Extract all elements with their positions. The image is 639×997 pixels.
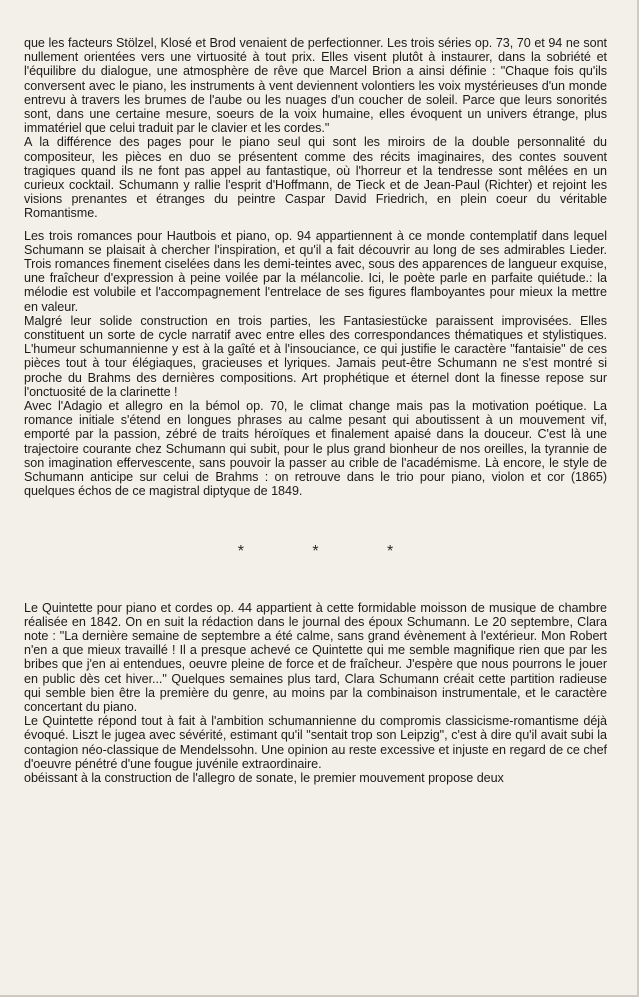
paragraph-adagio-allegro-op70: Avec l'Adagio et allegro en la bémol op. 70, le climat change mais pas la motivation poétique. La romance initiale s'étend en longues phrases au calme pesant qui aboutissent à un mouvement vif, emporté par la passion, zébré de traits héroïques et finalement apaisé dans la douceur. C'est là une trajectoire courante chez Schumann qui subit, pour le plus grand bionheur de nos oreilles, la tyrannie de son imagination effervescente, sans pouvoir la passer au crible de l'académisme. Là encore, le style de Schumann anticipe sur celui de Brahms : on retrouve dans le trio pour piano, violon et cor (1865) quelques échos de ce magistral diptyque de 1849.	[24, 399, 607, 499]
section-works	[24, 229, 607, 499]
paragraph-first-movement: obéissant à la construction de l'allegro de sonate, le premier mouvement propose deux	[24, 770, 504, 785]
section-wind-duos	[24, 36, 607, 221]
paragraph-duo-pieces: A la différence des pages pour le piano seul qui sont les miroirs de la double personnalité du compositeur, les pièces en duo se présentent comme des récits imaginaires, des contes souvent tragiques quand ils ne font pas appel au fantastique, où l'horreur et la tendresse sont mêlées en un curieux cocktail. Schumann y rallie l'esprit d'Hoffmann, de Tieck et de Jean-Paul (Richter) et rejoint les visions prenantes et étranges du peintre Caspar David Friedrich, en plein coeur du véritable Romantisme.	[24, 135, 607, 221]
section-separator: * * *	[237, 542, 426, 560]
paragraph-quintet-op44: Le Quintette pour piano et cordes op. 44 appartient à cette formidable moisson de musique de chambre réalisée en 1842. On en suit la rédaction dans le journal des époux Schumann. Le 20 septembre, Clara note : "La dernière semaine de septembre a été calme, sans grand évènement à l'extérieur. Mon Robert n'en a que mieux travaillé ! Il a presque achevé ce Quintette qui me semble magnifique rien que par les bribes que j'en ai entendues, oeuvre pleine de force et de fraîcheur. J'espère que nous pourrons le jouer en public dès cet hiver..." Quelques semaines plus tard, Clara Schumann créait cette partition radieuse qui semble bien être la première du genre, au moins par la combinaison instrumentale, et le caractère concertant du piano.	[24, 600, 607, 714]
paragraph-fantasiestucke: Malgré leur solide construction en trois parties, les Fantasiestücke paraissent improvisées. Elles constituent un sorte de cycle narratif avec entre elles des correspondances thématiques et stylistiques. L'humeur schumannienne y est à la gaîté et à l'insouciance, ce qui justifie le caractère "fantaisie" de ces pièces tout à tour élégiaques, gracieuses et lyriques. Jamais peut-être Schumann ne s'est montré si proche du Brahms des dernières compositions. Art prophétique et éternel dont la finesse repose sur l'onctuosité de la clarinette !	[24, 313, 607, 399]
paragraph-romances-op94: Les trois romances pour Hautbois et piano, op. 94 appartiennent à ce monde contemplatif dans lequel Schumann se plaisait à chercher l'inspiration, et qu'il a fait découvrir au long de ses admirables Lieder. Trois romances finement ciselées dans les demi-teintes avec, sous des apparences de langueur exquise, une fraîcheur d'expression à peine voilée par la mélancolie. Ici, le poète parle en parfaite quiétude.: la mélodie est volubile et l'accompagnement l'entrelace de ses figures flamboyantes pour mieux la mettre en valeur.	[24, 228, 607, 314]
paragraph-wind-instruments: que les facteurs Stölzel, Klosé et Brod venaient de perfectionner. Les trois séries op. 73, 70 et 94 ne sont nullement orientées vers une virtuosité à tout prix. Elles visent plutôt à instaurer, dans la sobriété et l'équilibre du dialogue, une atmosphère de rêve que Marcel Brion a ainsi définie : "Chaque fois qu'ils conversent avec le piano, les instruments à vent deviennent volontiers les voix mystérieuses d'un monde entrevu à travers les brumes de l'aube ou les nuages d'un coucher de soleil. Parce que leurs sonorités sont, dans une certaine mesure, soeurs de la voix humaine, elles évoquent un univers étrange, plus immatériel que celui traduit par le clavier et les cordes."	[24, 36, 607, 136]
paragraph-quintet-reception: Le Quintette répond tout à fait à l'ambition schumannienne du compromis classicisme-romantisme déjà évoqué. Liszt le jugea avec sévérité, estimant qu'il "sentait trop son Leipzig", c'est à dire qu'il avait subi la contagion néo-classique de Mendelssohn. Une opinion au reste excessive et injuste en regard de ce chef d'oeuvre pénétré d'une fougue juvénile extraordinaire.	[24, 714, 607, 771]
section-quintet	[24, 601, 607, 786]
